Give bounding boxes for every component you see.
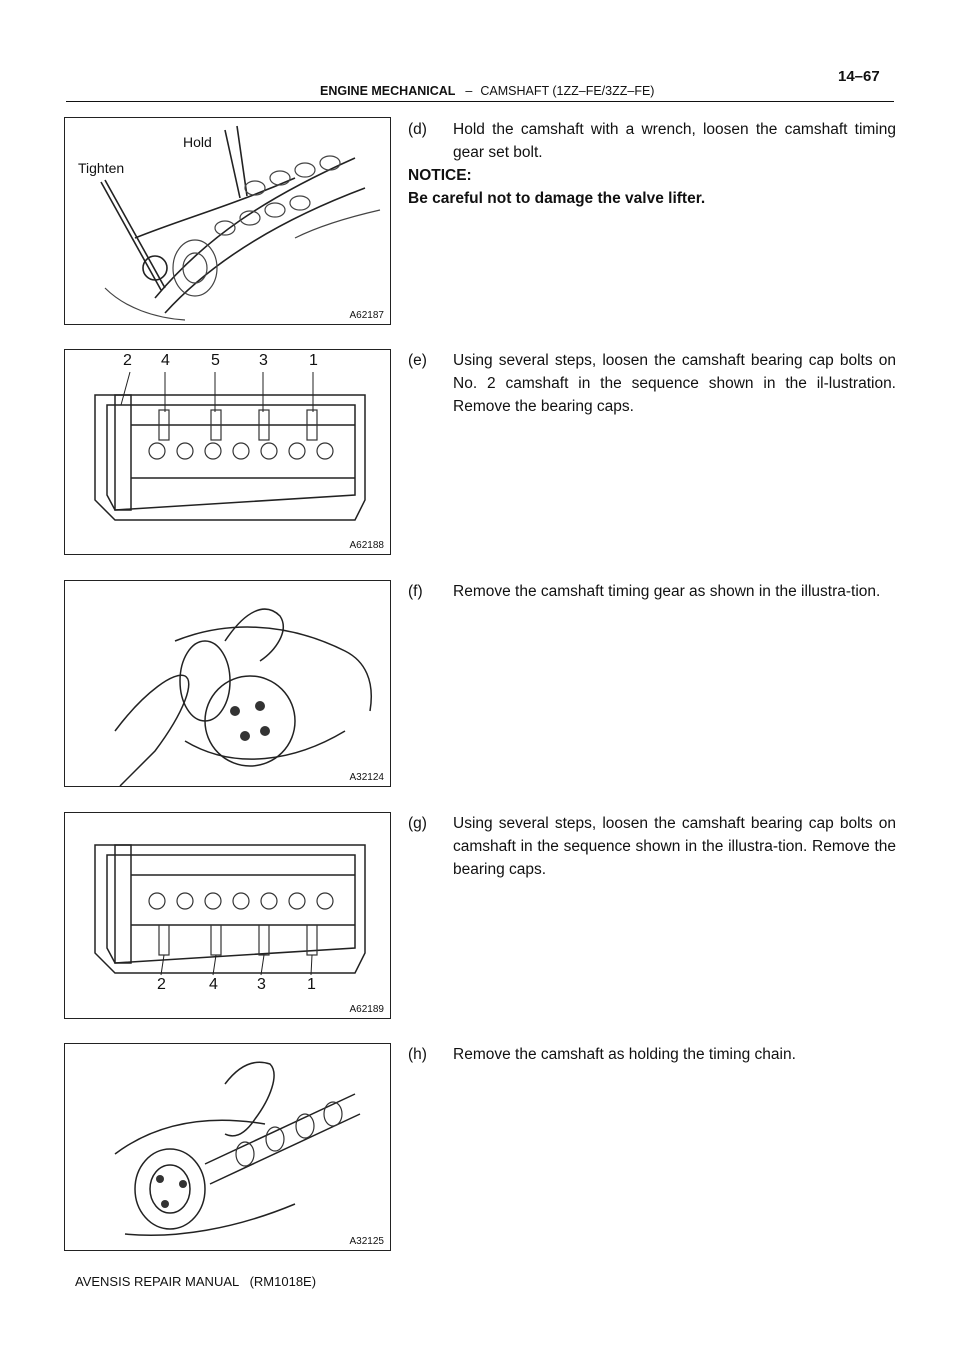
callout-1: 2 [123, 352, 132, 369]
step-text: Remove the camshaft timing gear as shown in the illustra-tion. [453, 583, 881, 600]
callout-1: 2 [157, 976, 166, 993]
figure-code: A62187 [349, 310, 384, 321]
page-number: 14–67 [838, 68, 880, 85]
figure-a32124 [64, 580, 391, 787]
step-marker: (e) [408, 352, 427, 369]
step-text: Using several steps, loosen the camshaft bearing cap bolts on No. 2 camshaft in the sequence shown in the il-lustration. Remove the bearing caps. [453, 352, 896, 415]
step-d [408, 118, 896, 164]
callout-2: 4 [209, 976, 218, 993]
callout-5: 1 [309, 352, 318, 369]
figure-code: A62189 [349, 1004, 384, 1015]
cylinder-head-top-view-illustration [65, 813, 390, 1018]
callout-4: 1 [307, 976, 316, 993]
figure-a62187 [64, 117, 391, 325]
callout-2: 4 [161, 352, 170, 369]
step-text: Hold the camshaft with a wrench, loosen the camshaft timing gear set bolt. [453, 121, 896, 161]
header-subsection: CAMSHAFT (1ZZ–FE/3ZZ–FE) [480, 84, 655, 98]
hands-remove-gear-illustration [65, 581, 390, 786]
step-text: Using several steps, loosen the camshaft bearing cap bolts on camshaft in the sequence shown in the illustra-tion. Remove the bearing caps. [453, 815, 896, 878]
step-marker: (f) [408, 583, 423, 600]
header-separator: – [465, 84, 473, 98]
header-rule [66, 101, 894, 102]
step-marker: (d) [408, 121, 427, 138]
figure-a32125 [64, 1043, 391, 1251]
callout-4: 3 [259, 352, 268, 369]
label-hold: Hold [183, 134, 212, 150]
label-tighten: Tighten [78, 160, 125, 176]
wrench-camshaft-illustration [65, 118, 390, 324]
footer-manual: AVENSIS REPAIR MANUAL (RM1018E) [75, 1274, 317, 1289]
figure-code: A32124 [349, 772, 384, 783]
step-h [408, 1043, 896, 1066]
callout-3: 3 [257, 976, 266, 993]
step-text: Remove the camshaft as holding the timing chain. [453, 1046, 796, 1063]
step-marker: (g) [408, 815, 427, 832]
cylinder-head-top-view-illustration [65, 350, 390, 554]
figure-a62188 [64, 349, 391, 555]
figure-a62189 [64, 812, 391, 1019]
notice-text: Be careful not to damage the valve lifter. [408, 190, 706, 207]
figure-code: A62188 [349, 540, 384, 551]
step-f [408, 580, 896, 603]
step-marker: (h) [408, 1046, 427, 1063]
notice-title: NOTICE: [408, 167, 472, 184]
step-g [408, 812, 896, 881]
step-e [408, 349, 896, 418]
page-header [320, 84, 654, 98]
hand-lift-camshaft-illustration [65, 1044, 390, 1250]
header-section: ENGINE MECHANICAL [320, 84, 456, 98]
figure-code: A32125 [349, 1236, 384, 1247]
callout-3: 5 [211, 352, 220, 369]
